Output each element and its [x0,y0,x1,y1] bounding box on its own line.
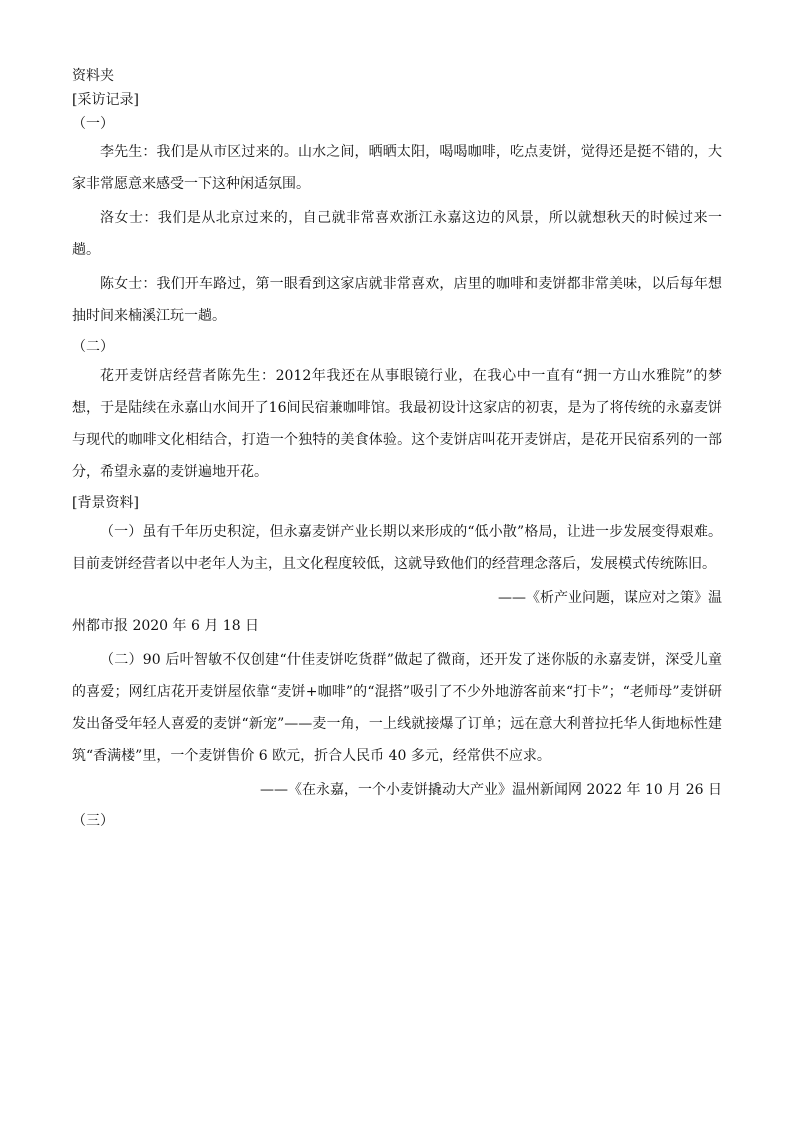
document-page [72,64,722,834]
background-source-1a: ——《析产业问题，谋应对之策》温 [498,590,722,606]
interview-paragraph-chen-female: 陈女士：我们开车路过，第一眼看到这家店就非常喜欢，店里的咖啡和麦饼都非常美味，以后每年想抽时间来楠溪江玩一趟。 [72,276,722,324]
background-paragraph-1: （一）虽有千年历史积淀，但永嘉麦饼产业长期以来形成的“低小散”格局，让进一步发展变得艰难。目前麦饼经营者以中老年人为主，且文化程度较低，这就导致他们的经营理念落后，发展模式传统陈旧。 [72,524,722,572]
background-paragraph-2: （二）90 后叶智敏不仅创建“什佳麦饼吃货群”做起了微商，还开发了迷你版的永嘉麦饼，深受儿童的喜爱；网红店花开麦饼屋依靠“麦饼+咖啡”的“混搭”吸引了不少外地游客前来“打卡”；“老师母”麦饼研发出备受年轻人喜爱的麦饼“新宠”——麦一角，一上线就接爆了订单；远在意大利普拉托华人街地标性建筑“香满楼”里，一个麦饼售价 6 欧元，折合人民币 40 多元，经常供不应求。 [72,652,722,764]
interview-paragraph-li: 李先生：我们是从市区过来的。山水之间，晒晒太阳，喝喝咖啡，吃点麦饼，觉得还是挺不错的，大家非常愿意来感受一下这种闲适氛围。 [72,144,722,192]
folder-title: 资料夹 [72,68,114,84]
interview-heading: [采访记录] [72,92,139,108]
background-source-2: ——《在永嘉，一个小麦饼撬动大产业》温州新闻网 2022 年 10 月 26 日 [260,782,722,798]
interview-paragraph-luo: 洛女士：我们是从北京过来的，自己就非常喜欢浙江永嘉这边的风景，所以就想秋天的时候过来一趟。 [72,210,722,258]
background-part3-label: （三） [72,813,114,829]
interview-part1-label: （一） [72,116,114,132]
background-source-1b: 州都市报 2020 年 6 月 18 日 [72,618,260,634]
background-heading: [背景资料] [72,495,139,511]
interview-paragraph-chen-owner: 花开麦饼店经营者陈先生：2012年我还在从事眼镜行业，在我心中一直有“拥一方山水雅院”的梦想，于是陆续在永嘉山水间开了16间民宿兼咖啡馆。我最初设计这家店的初衷，是为了将传统的永嘉麦饼与现代的咖啡文化相结合，打造一个独特的美食体验。这个麦饼店叫花开麦饼店，是花开民宿系列的一部分，希望永嘉的麦饼遍地开花。 [72,368,722,480]
interview-part2-label: （二） [72,339,114,355]
